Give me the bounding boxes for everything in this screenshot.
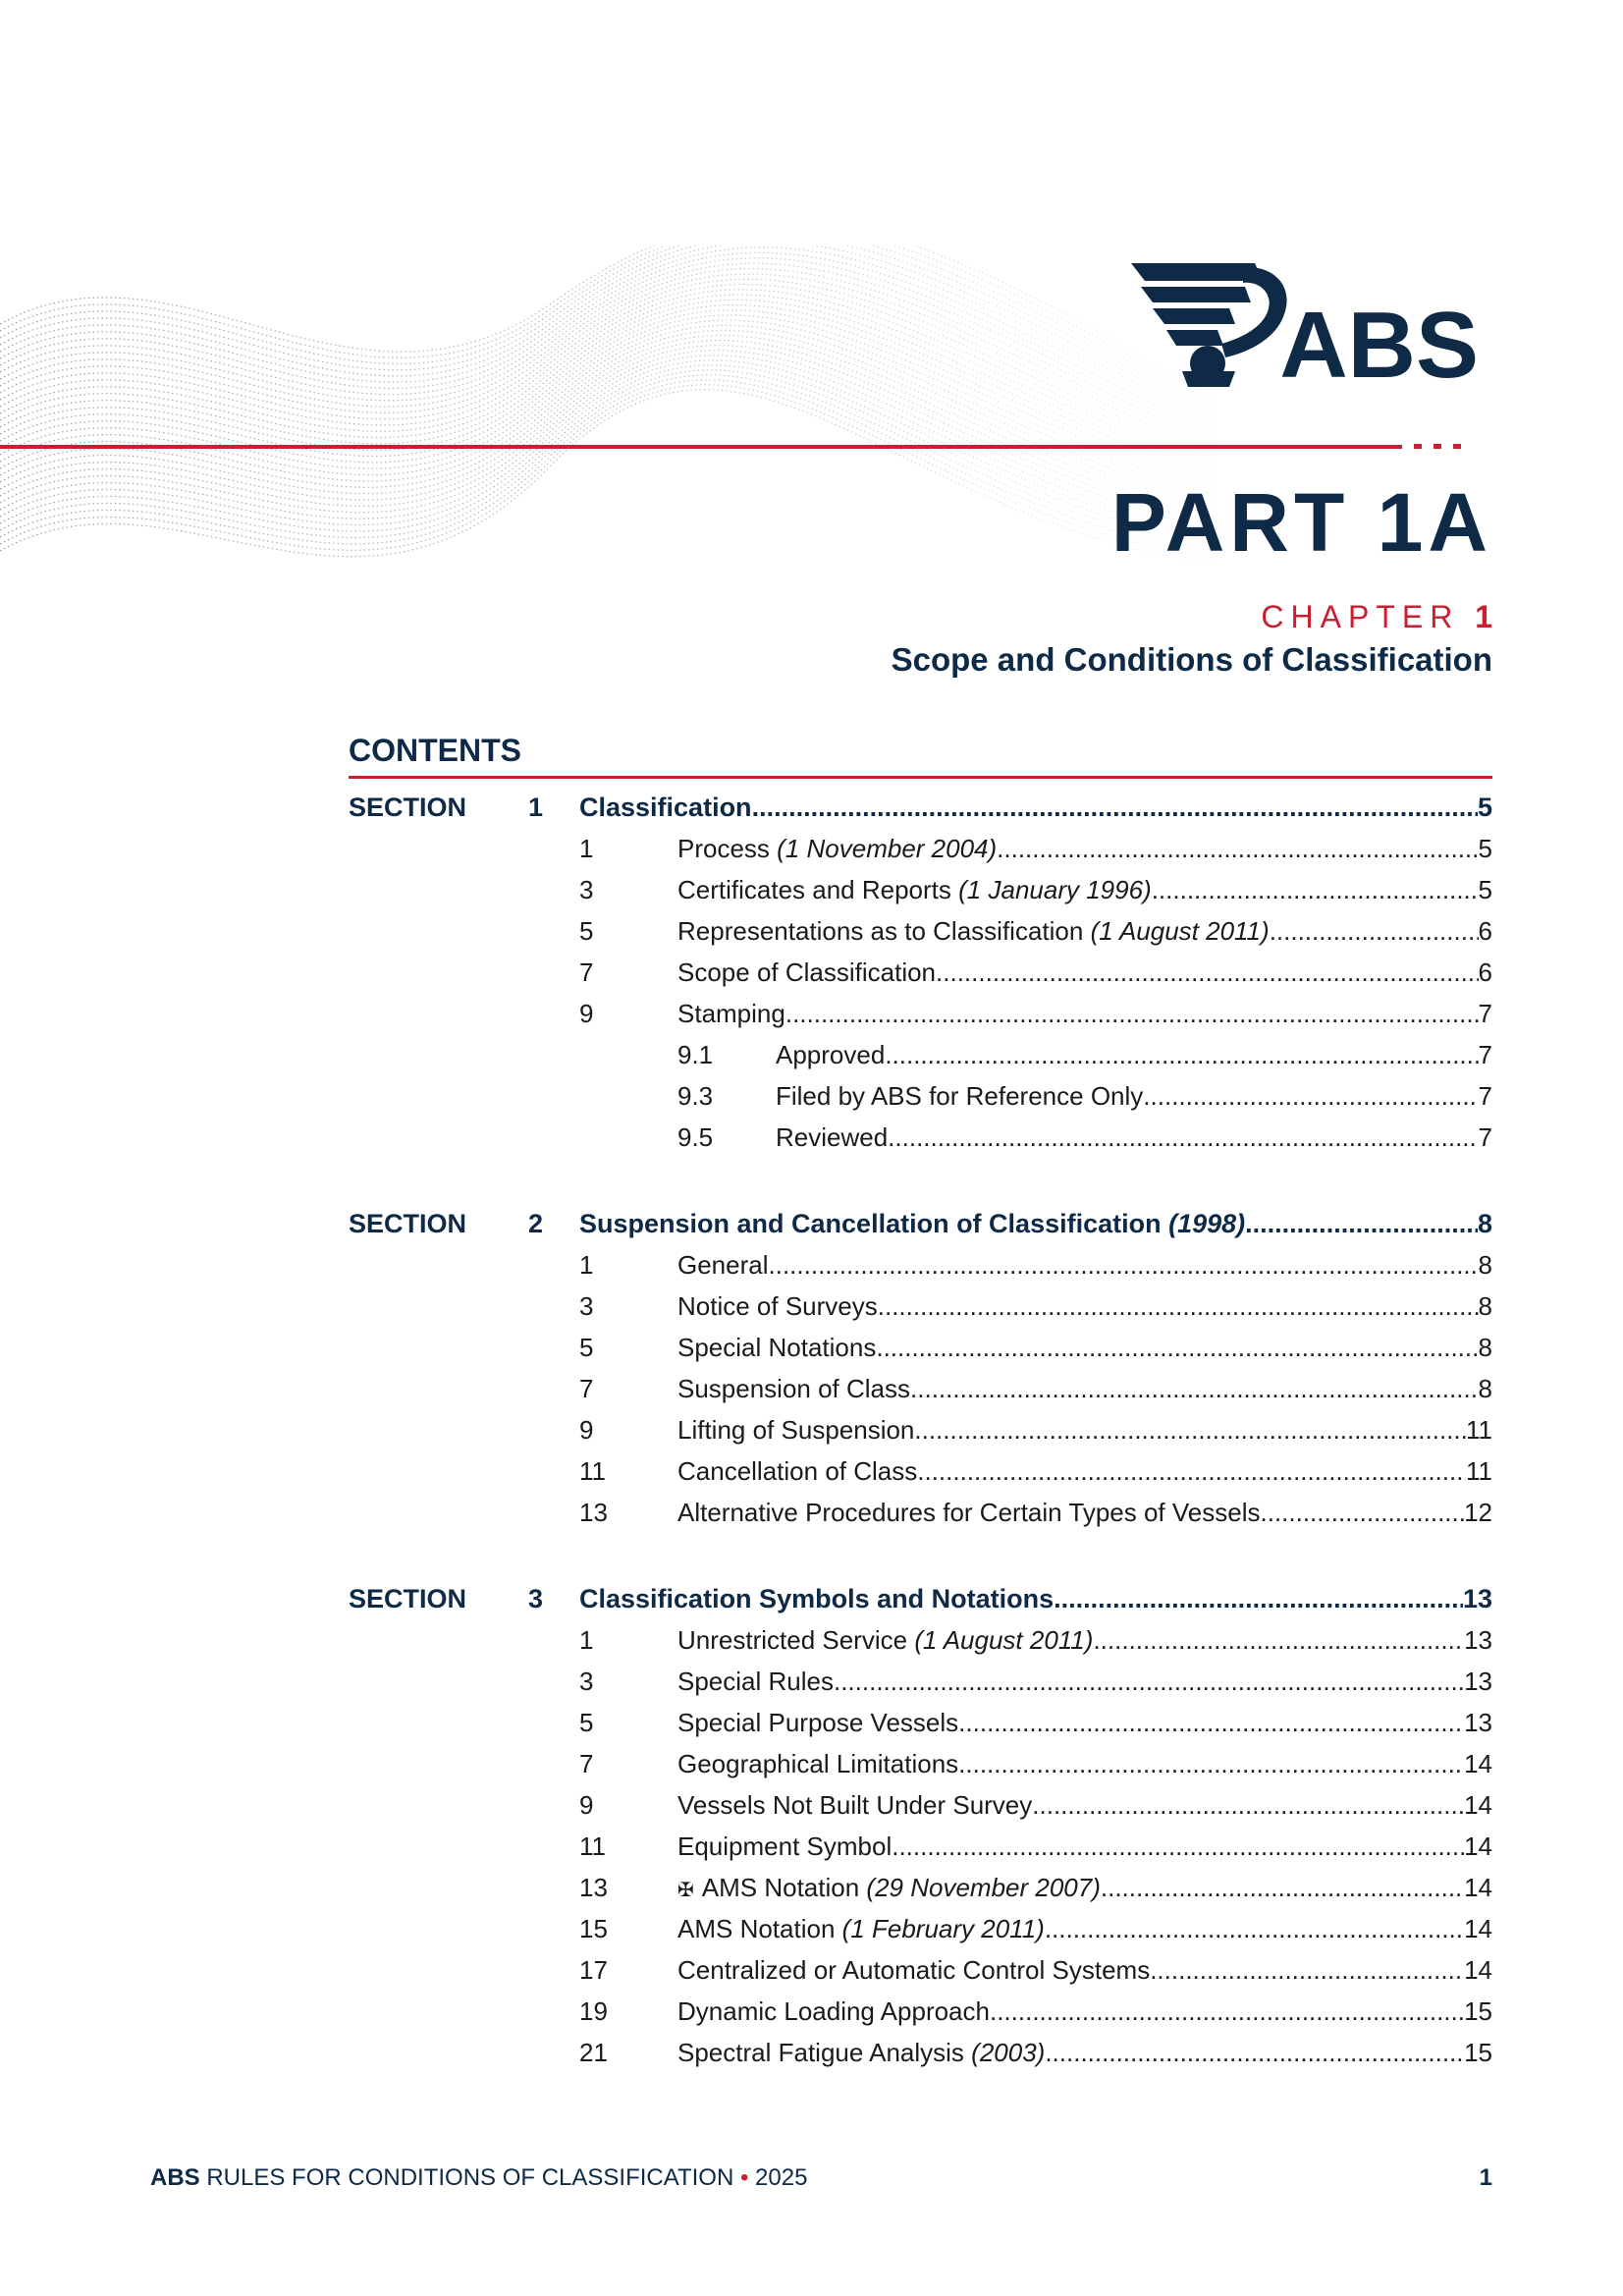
leader-dots	[1045, 1908, 1464, 1949]
toc-entry[interactable]	[349, 1327, 1492, 1368]
entry-date: (29 November 2007)	[866, 1873, 1101, 1902]
entry-page: 5	[1478, 875, 1492, 904]
leader-dots	[1093, 1619, 1464, 1661]
entry-title: Representations as to Classification	[677, 916, 1084, 946]
entry-title: Certificates and Reports	[677, 875, 951, 904]
entry-page: 8	[1478, 1333, 1492, 1362]
leader-dots	[885, 1034, 1478, 1075]
entry-number: 3	[579, 1667, 594, 1696]
section-date: (1998)	[1168, 1209, 1246, 1238]
footer-year: 2025	[755, 2164, 808, 2191]
entry-page: 8	[1478, 1374, 1492, 1403]
entry-number: 13	[579, 1873, 608, 1902]
leader-dots	[752, 787, 1478, 828]
leader-dots	[878, 1285, 1479, 1327]
entry-title: Special Rules	[677, 1667, 834, 1696]
section-number: 1	[528, 793, 544, 822]
entry-number: 7	[579, 1749, 594, 1778]
entry-number: 7	[579, 1374, 594, 1403]
leader-dots	[785, 993, 1479, 1034]
entry-title: Reviewed	[776, 1122, 889, 1152]
entry-page: 13	[1464, 1708, 1492, 1737]
entry-title: AMS Notation	[701, 1873, 860, 1902]
leader-dots	[958, 1702, 1464, 1743]
leader-dots	[834, 1661, 1464, 1702]
toc-entry[interactable]	[349, 1619, 1492, 1661]
entry-number: 1	[579, 834, 594, 863]
decorative-wave-graphic	[0, 246, 1217, 609]
leader-dots	[1270, 910, 1479, 952]
entry-title: Equipment Symbol	[677, 1831, 893, 1861]
section-title: Suspension and Cancellation of Classification	[579, 1209, 1162, 1238]
toc-entry[interactable]	[349, 1492, 1492, 1533]
toc-entry[interactable]	[349, 1450, 1492, 1492]
entry-title: Process	[677, 834, 770, 863]
entry-title: Geographical Limitations	[677, 1749, 959, 1778]
footer-brand: ABS	[150, 2164, 200, 2191]
toc-entry[interactable]	[349, 1867, 1492, 1908]
toc-entry[interactable]	[349, 1661, 1492, 1702]
footer-text: RULES FOR CONDITIONS OF CLASSIFICATION	[206, 2164, 734, 2191]
entry-page: 11	[1466, 1415, 1492, 1445]
leader-dots	[917, 1450, 1466, 1492]
entry-page: 13	[1464, 1625, 1492, 1655]
entry-page: 12	[1464, 1498, 1492, 1527]
entry-number: 9	[579, 1790, 594, 1820]
entry-date: (2003)	[971, 2038, 1046, 2067]
entry-number: 15	[579, 1914, 608, 1943]
toc-entry[interactable]	[349, 1908, 1492, 1949]
leader-dots	[1152, 869, 1479, 910]
entry-number: 9	[579, 999, 594, 1028]
entry-page: 15	[1464, 1996, 1492, 2026]
toc-entry[interactable]	[349, 1949, 1492, 1991]
entry-number: 11	[579, 1456, 606, 1486]
section-number: 3	[528, 1584, 544, 1613]
entry-title: Spectral Fatigue Analysis	[677, 2038, 964, 2067]
svg-text:ABS: ABS	[1279, 293, 1479, 395]
entry-title: Dynamic Loading Approach	[677, 1996, 990, 2026]
entry-page: 14	[1464, 1831, 1492, 1861]
entry-title: Centralized or Automatic Control Systems	[677, 1955, 1151, 1985]
entry-page: 14	[1464, 1873, 1492, 1902]
toc-entry[interactable]	[349, 1702, 1492, 1743]
chapter-number: 1	[1475, 599, 1492, 634]
toc-entry[interactable]	[349, 1784, 1492, 1826]
entry-number: 9	[579, 1415, 594, 1445]
toc-entry[interactable]	[349, 1244, 1492, 1285]
toc-entry[interactable]	[349, 1368, 1492, 1409]
entry-title: General	[677, 1250, 769, 1280]
toc-entry[interactable]	[349, 1034, 1492, 1075]
chapter-label: CHAPTER 1	[1261, 599, 1492, 634]
entry-title: Alternative Procedures for Certain Types of Vessels	[677, 1498, 1261, 1527]
toc-entry[interactable]	[349, 910, 1492, 952]
leader-dots	[876, 1327, 1478, 1368]
abs-logo	[1127, 257, 1481, 395]
entry-page: 14	[1464, 1790, 1492, 1820]
toc-section	[349, 1578, 1492, 2073]
entry-page: 15	[1464, 2038, 1492, 2067]
leader-dots	[1045, 2032, 1464, 2073]
toc-entry[interactable]	[349, 1409, 1492, 1450]
page-number: 1	[1479, 2164, 1492, 2191]
toc-entry[interactable]	[349, 1991, 1492, 2032]
leader-dots	[997, 828, 1478, 869]
section-page: 13	[1462, 1584, 1492, 1613]
leader-dots	[888, 1117, 1478, 1158]
leader-dots	[892, 1826, 1464, 1867]
entry-number: 9.1	[677, 1040, 714, 1069]
entry-title: Scope of Classification	[677, 957, 937, 987]
section-number: 2	[528, 1209, 544, 1238]
section-title: Classification Symbols and Notations	[579, 1584, 1055, 1613]
section-label: SECTION	[349, 1209, 467, 1238]
header-red-dots	[1414, 443, 1473, 451]
entry-date: (1 January 1996)	[958, 875, 1152, 904]
leader-dots	[914, 1409, 1466, 1450]
entry-title: Notice of Surveys	[677, 1291, 878, 1321]
footer-bullet: •	[739, 2164, 749, 2191]
entry-page: 8	[1478, 1291, 1492, 1321]
toc-entry[interactable]	[349, 869, 1492, 910]
footer	[150, 2166, 807, 2190]
section-heading-row[interactable]	[349, 787, 1492, 828]
entry-title: AMS Notation	[677, 1914, 836, 1943]
entry-page: 7	[1478, 1122, 1492, 1152]
section-label: SECTION	[349, 1584, 467, 1613]
entry-title: Special Notations	[677, 1333, 877, 1362]
entry-page: 7	[1478, 1040, 1492, 1069]
entry-date: (1 August 2011)	[1090, 916, 1270, 946]
leader-dots	[1260, 1492, 1464, 1533]
header-red-rule	[0, 445, 1402, 449]
toc-entry[interactable]	[349, 1285, 1492, 1327]
section-page: 5	[1477, 793, 1492, 822]
toc-entry[interactable]	[349, 1826, 1492, 1867]
leader-dots	[1245, 1203, 1478, 1244]
entry-page: 11	[1466, 1456, 1492, 1486]
entry-number: 1	[579, 1625, 594, 1655]
entry-title: Filed by ABS for Reference Only	[776, 1081, 1144, 1111]
leader-dots	[1150, 1949, 1464, 1991]
entry-title: Cancellation of Class	[677, 1456, 918, 1486]
entry-title: Approved	[776, 1040, 886, 1069]
entry-page: 14	[1464, 1749, 1492, 1778]
entry-title: Unrestricted Service	[677, 1625, 908, 1655]
entry-page: 13	[1464, 1667, 1492, 1696]
table-of-contents	[349, 735, 1492, 2118]
toc-entry[interactable]	[349, 1743, 1492, 1784]
entry-title: Special Purpose Vessels	[677, 1708, 959, 1737]
entry-page: 5	[1478, 834, 1492, 863]
section-page: 8	[1477, 1209, 1492, 1238]
toc-section	[349, 1203, 1492, 1533]
entry-number: 11	[579, 1831, 606, 1861]
entry-page: 6	[1478, 916, 1492, 946]
entry-page: 14	[1464, 1955, 1492, 1985]
leader-dots	[936, 952, 1479, 993]
entry-number: 13	[579, 1498, 608, 1527]
toc-entry[interactable]	[349, 2032, 1492, 2073]
eagle-emblem-icon	[1131, 263, 1287, 387]
leader-dots	[990, 1991, 1464, 2032]
toc-entry[interactable]	[349, 993, 1492, 1034]
entry-title: Lifting of Suspension	[677, 1415, 915, 1445]
section-heading-row[interactable]	[349, 1578, 1492, 1619]
entry-date: (1 February 2011)	[841, 1914, 1045, 1943]
section-label: SECTION	[349, 793, 467, 822]
section-title: Classification	[579, 793, 752, 822]
entry-number: 9.3	[677, 1081, 714, 1111]
entry-page: 7	[1478, 1081, 1492, 1111]
leader-dots	[1054, 1578, 1463, 1619]
toc-entry[interactable]	[349, 1075, 1492, 1117]
toc-entry[interactable]	[349, 952, 1492, 993]
leader-dots	[958, 1743, 1464, 1784]
entry-number: 3	[579, 1291, 594, 1321]
entry-number: 17	[579, 1955, 608, 1985]
leader-dots	[769, 1244, 1479, 1285]
entry-number: 7	[579, 957, 594, 987]
toc-entry[interactable]	[349, 828, 1492, 869]
leader-dots	[910, 1368, 1479, 1409]
entry-number: 19	[579, 1996, 608, 2026]
entry-page: 7	[1478, 999, 1492, 1028]
entry-number: 5	[579, 1333, 594, 1362]
maltese-cross-icon: ✠	[677, 1880, 694, 1901]
toc-section	[349, 787, 1492, 1158]
entry-number: 9.5	[677, 1122, 714, 1152]
contents-heading: CONTENTS	[349, 735, 1492, 779]
entry-page: 8	[1478, 1250, 1492, 1280]
section-heading-row[interactable]	[349, 1203, 1492, 1244]
entry-date: (1 August 2011)	[914, 1625, 1094, 1655]
entry-title: Suspension of Class	[677, 1374, 911, 1403]
leader-dots	[1032, 1784, 1464, 1826]
entry-title: Vessels Not Built Under Survey	[677, 1790, 1033, 1820]
entry-number: 1	[579, 1250, 594, 1280]
entry-title: Stamping	[677, 999, 785, 1028]
toc-entry[interactable]	[349, 1117, 1492, 1158]
entry-page: 6	[1478, 957, 1492, 987]
leader-dots	[1143, 1075, 1478, 1117]
leader-dots	[1101, 1867, 1464, 1908]
entry-page: 14	[1464, 1914, 1492, 1943]
chapter-title: Scope and Conditions of Classification	[891, 641, 1492, 678]
entry-number: 5	[579, 1708, 594, 1737]
part-title: PART 1A	[1110, 476, 1492, 569]
entry-number: 21	[579, 2038, 608, 2067]
entry-number: 5	[579, 916, 594, 946]
entry-number: 3	[579, 875, 594, 904]
entry-date: (1 November 2004)	[777, 834, 998, 863]
